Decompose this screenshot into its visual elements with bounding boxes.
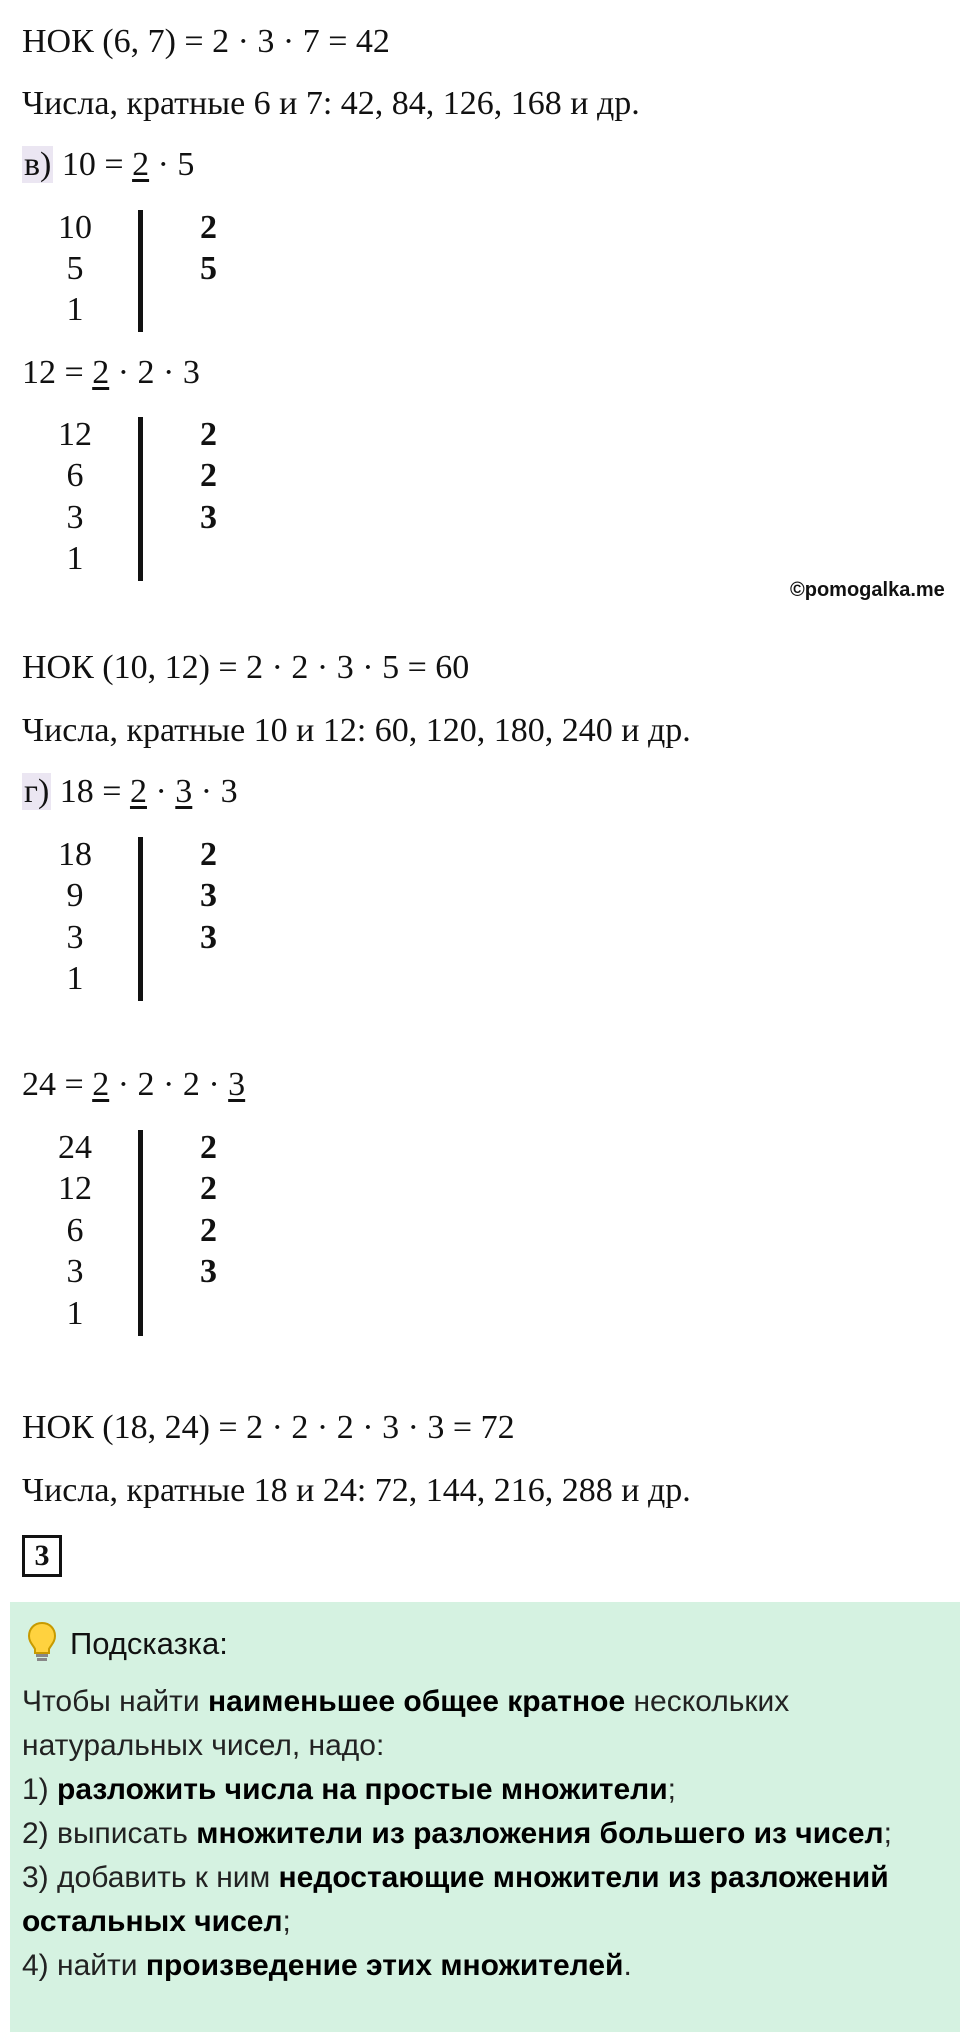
hint-text-span: нескольких натуральных чисел, надо: [22,1685,790,1762]
dividend-cell: 12 [58,1170,92,1207]
part-g-rest: · 3 [192,773,238,810]
f12-prefix: 12 = [22,354,93,391]
hint-emphasis: недостающие множители из разложений остальных чисел [22,1861,889,1938]
factorization-12-line [22,353,200,393]
hint-paragraph [22,1680,952,1768]
divisor-cell: 3 [200,499,217,536]
factor-table-divider [138,1130,143,1336]
hint-step-1 [22,1768,952,1812]
dividend-cell: 24 [58,1129,92,1166]
dividend-cell: 3 [66,1253,84,1290]
factorization-24-line [22,1065,245,1105]
hint-text-span: 4) найти [22,1949,146,1982]
divisor-cell: 3 [200,1253,217,1290]
hint-body [22,1680,952,1988]
part-g-label: г) [24,773,50,810]
factor-table-divider [138,837,143,1001]
hint-emphasis: произведение этих множителей [145,1949,624,1982]
task-number-box: 3 [22,1535,62,1577]
divisor-cell: 2 [200,1170,217,1207]
hint-text-span: Чтобы найти [22,1685,209,1718]
lcm-18-24-line: НОК (18, 24) = 2 · 2 · 2 · 3 · 3 = 72 [22,1409,515,1446]
multiples-6-7-line: Числа, кратные 6 и 7: 42, 84, 126, 168 и др. [22,85,640,122]
part-g-prefix: 18 = [51,773,130,810]
hint-step-4 [22,1944,952,1988]
dividend-cell: 5 [66,250,84,287]
dividend-cell: 6 [66,457,84,494]
hint-text-span: 1) [22,1773,58,1806]
hint-step-2 [22,1812,952,1856]
dividend-cell: 3 [66,919,84,956]
divisor-cell: 3 [200,877,217,914]
f12-underlined-factor: 2 [92,354,110,391]
hint-emphasis: множители из разложения большего из чисел [196,1817,884,1850]
part-g-underlined-factor: 2 [129,773,147,810]
f24-prefix: 24 = [22,1066,93,1103]
dividend-cell: 1 [66,1295,84,1332]
dividend-cell: 1 [66,960,84,997]
part-g-underlined-factor-2: 3 [175,773,193,810]
hint-text-span: 3) добавить к ним [22,1861,279,1894]
f12-rest: · 2 · 3 [109,354,200,391]
hint-emphasis: наименьшее общее кратное [208,1685,626,1718]
part-v-prefix: 10 = [53,146,133,183]
factor-table-divider [138,210,143,332]
part-v-label: в) [24,146,52,183]
dividend-cell: 1 [66,540,84,577]
divisor-cell: 2 [200,209,217,246]
hint-text-span: ; [667,1773,677,1806]
divisor-cell: 2 [200,1212,217,1249]
dividend-cell: 9 [66,877,84,914]
hint-title: Подсказка: [70,1626,228,1661]
part-v-rest: · 5 [149,146,195,183]
divisor-cell: 2 [200,1129,217,1166]
hint-panel [10,1602,960,2032]
hint-text-span: ; [282,1905,291,1938]
divisor-cell: 2 [200,836,217,873]
hint-text-span: . [623,1949,632,1982]
dividend-cell: 18 [58,836,92,873]
factor-table-divider [138,417,143,581]
dividend-cell: 6 [66,1212,84,1249]
dividend-cell: 10 [58,209,92,246]
f24-underlined-factor-2: 3 [228,1066,246,1103]
lcm-6-7-line: НОК (6, 7) = 2 · 3 · 7 = 42 [22,23,390,60]
hint-text-span: 2) выписать [22,1817,197,1850]
divisor-cell: 2 [200,416,217,453]
part-v-underlined-factor: 2 [132,146,150,183]
part-g-mid: · [146,773,176,810]
dividend-cell: 3 [66,499,84,536]
divisor-cell: 5 [200,250,217,287]
divisor-cell: 3 [200,919,217,956]
multiples-10-12-line: Числа, кратные 10 и 12: 60, 120, 180, 240 и др. [22,712,691,749]
lightbulb-icon [26,1620,58,1664]
watermark: ©pomogalka.me [790,579,945,601]
part-v-factorization [22,145,194,185]
hint-text-span: ; [883,1817,892,1850]
f24-mid: · 2 · 2 · [109,1066,229,1103]
multiples-18-24-line: Числа, кратные 18 и 24: 72, 144, 216, 288 и др. [22,1472,691,1509]
divisor-cell: 2 [200,457,217,494]
lcm-10-12-line: НОК (10, 12) = 2 · 2 · 3 · 5 = 60 [22,649,470,686]
dividend-cell: 1 [66,291,84,328]
dividend-cell: 12 [58,416,92,453]
hint-emphasis: разложить числа на простые множители [57,1773,668,1806]
part-g-factorization [22,772,238,812]
f24-underlined-factor: 2 [92,1066,110,1103]
hint-step-3 [22,1856,952,1944]
